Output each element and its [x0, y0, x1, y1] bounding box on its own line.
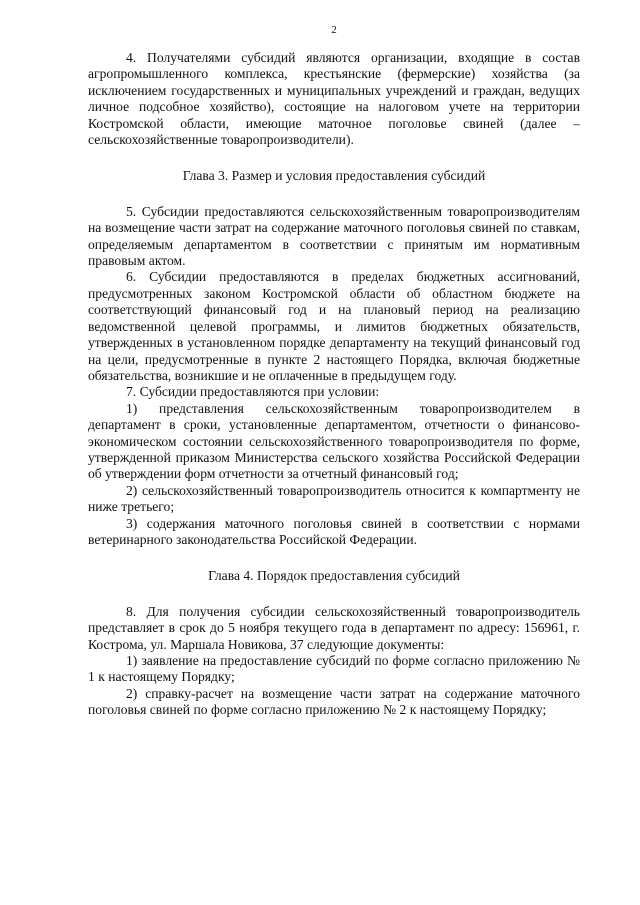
- document-page: [88, 0, 580, 905]
- document-2-calculation: 2) справку-расчет на возмещение части затрат на содержание маточного поголовья свиней по форме согласно приложению № 2 к настоящему Порядку;: [88, 685, 580, 718]
- page-number: 2: [331, 24, 337, 36]
- paragraph-5-subsidy-rates: 5. Субсидии предоставляются сельскохозяйственным товаропроизводителям на возмещение части затрат на содержание маточного поголовья свиней по ставкам, определяемым департаментом в соответствии с принятым им нормативным правовым актом.: [88, 203, 580, 269]
- document-body: [88, 50, 580, 719]
- paragraph-4-recipients: 4. Получателями субсидий являются организации, входящие в состав агропромышленного комплекса, крестьянские (фермерские) хозяйства (за исключением государственных и муниципальных учреждений и граждан, ведущих личное подсобное хозяйство), состоящие на налоговом учете на территории Костромской области, имеющие маточное поголовье свиней (далее – сельскохозяйственные товаропроизводители).: [88, 50, 580, 148]
- condition-2-compartment: 2) сельскохозяйственный товаропроизводитель относится к компартменту не ниже третьего;: [88, 482, 580, 515]
- paragraph-6-budget-limits: 6. Субсидии предоставляются в пределах бюджетных ассигнований, предусмотренных законом Костромской области об областном бюджете на соответствующий финансовый год и на плановый период на реализацию ведомственной целевой программы, и лимитов бюджетных обязательств, утвержденных в установленном порядке департаменту на текущий финансовый год на цели, предусмотренные в пункте 2 настоящего Порядка, включая бюджетные обязательства, возникшие и не оплаченные в предыдущем году.: [88, 269, 580, 383]
- document-1-application: 1) заявление на предоставление субсидий по форме согласно приложению № 1 к настоящему Порядку;: [88, 653, 580, 685]
- paragraph-8-documents: 8. Для получения субсидии сельскохозяйственный товаропроизводитель представляет в срок до 5 ноября текущего года в департамент по адресу: 156961, г. Кострома, ул. Маршала Новикова, 37 следующие документы:: [88, 603, 580, 652]
- condition-3-veterinary: 3) содержания маточного поголовья свиней в соответствии с нормами ветеринарного законодательства Российской Федерации.: [88, 515, 580, 547]
- condition-1-reporting: 1) представления сельскохозяйственным товаропроизводителем в департамент в сроки, установленные департаментом, отчетности о финансово-экономическом состоянии сельскохозяйственного товаропроизводителя по форме, утвержденной приказом Министерства сельского хозяйства Российской Федерации об утверждении форм отчетности за отчетный финансовый год;: [88, 400, 580, 482]
- paragraph-7-conditions: 7. Субсидии предоставляются при условии:: [126, 384, 380, 400]
- chapter-3-heading: Глава 3. Размер и условия предоставления субсидий: [182, 168, 486, 184]
- chapter-4-heading: Глава 4. Порядок предоставления субсидий: [208, 568, 460, 584]
